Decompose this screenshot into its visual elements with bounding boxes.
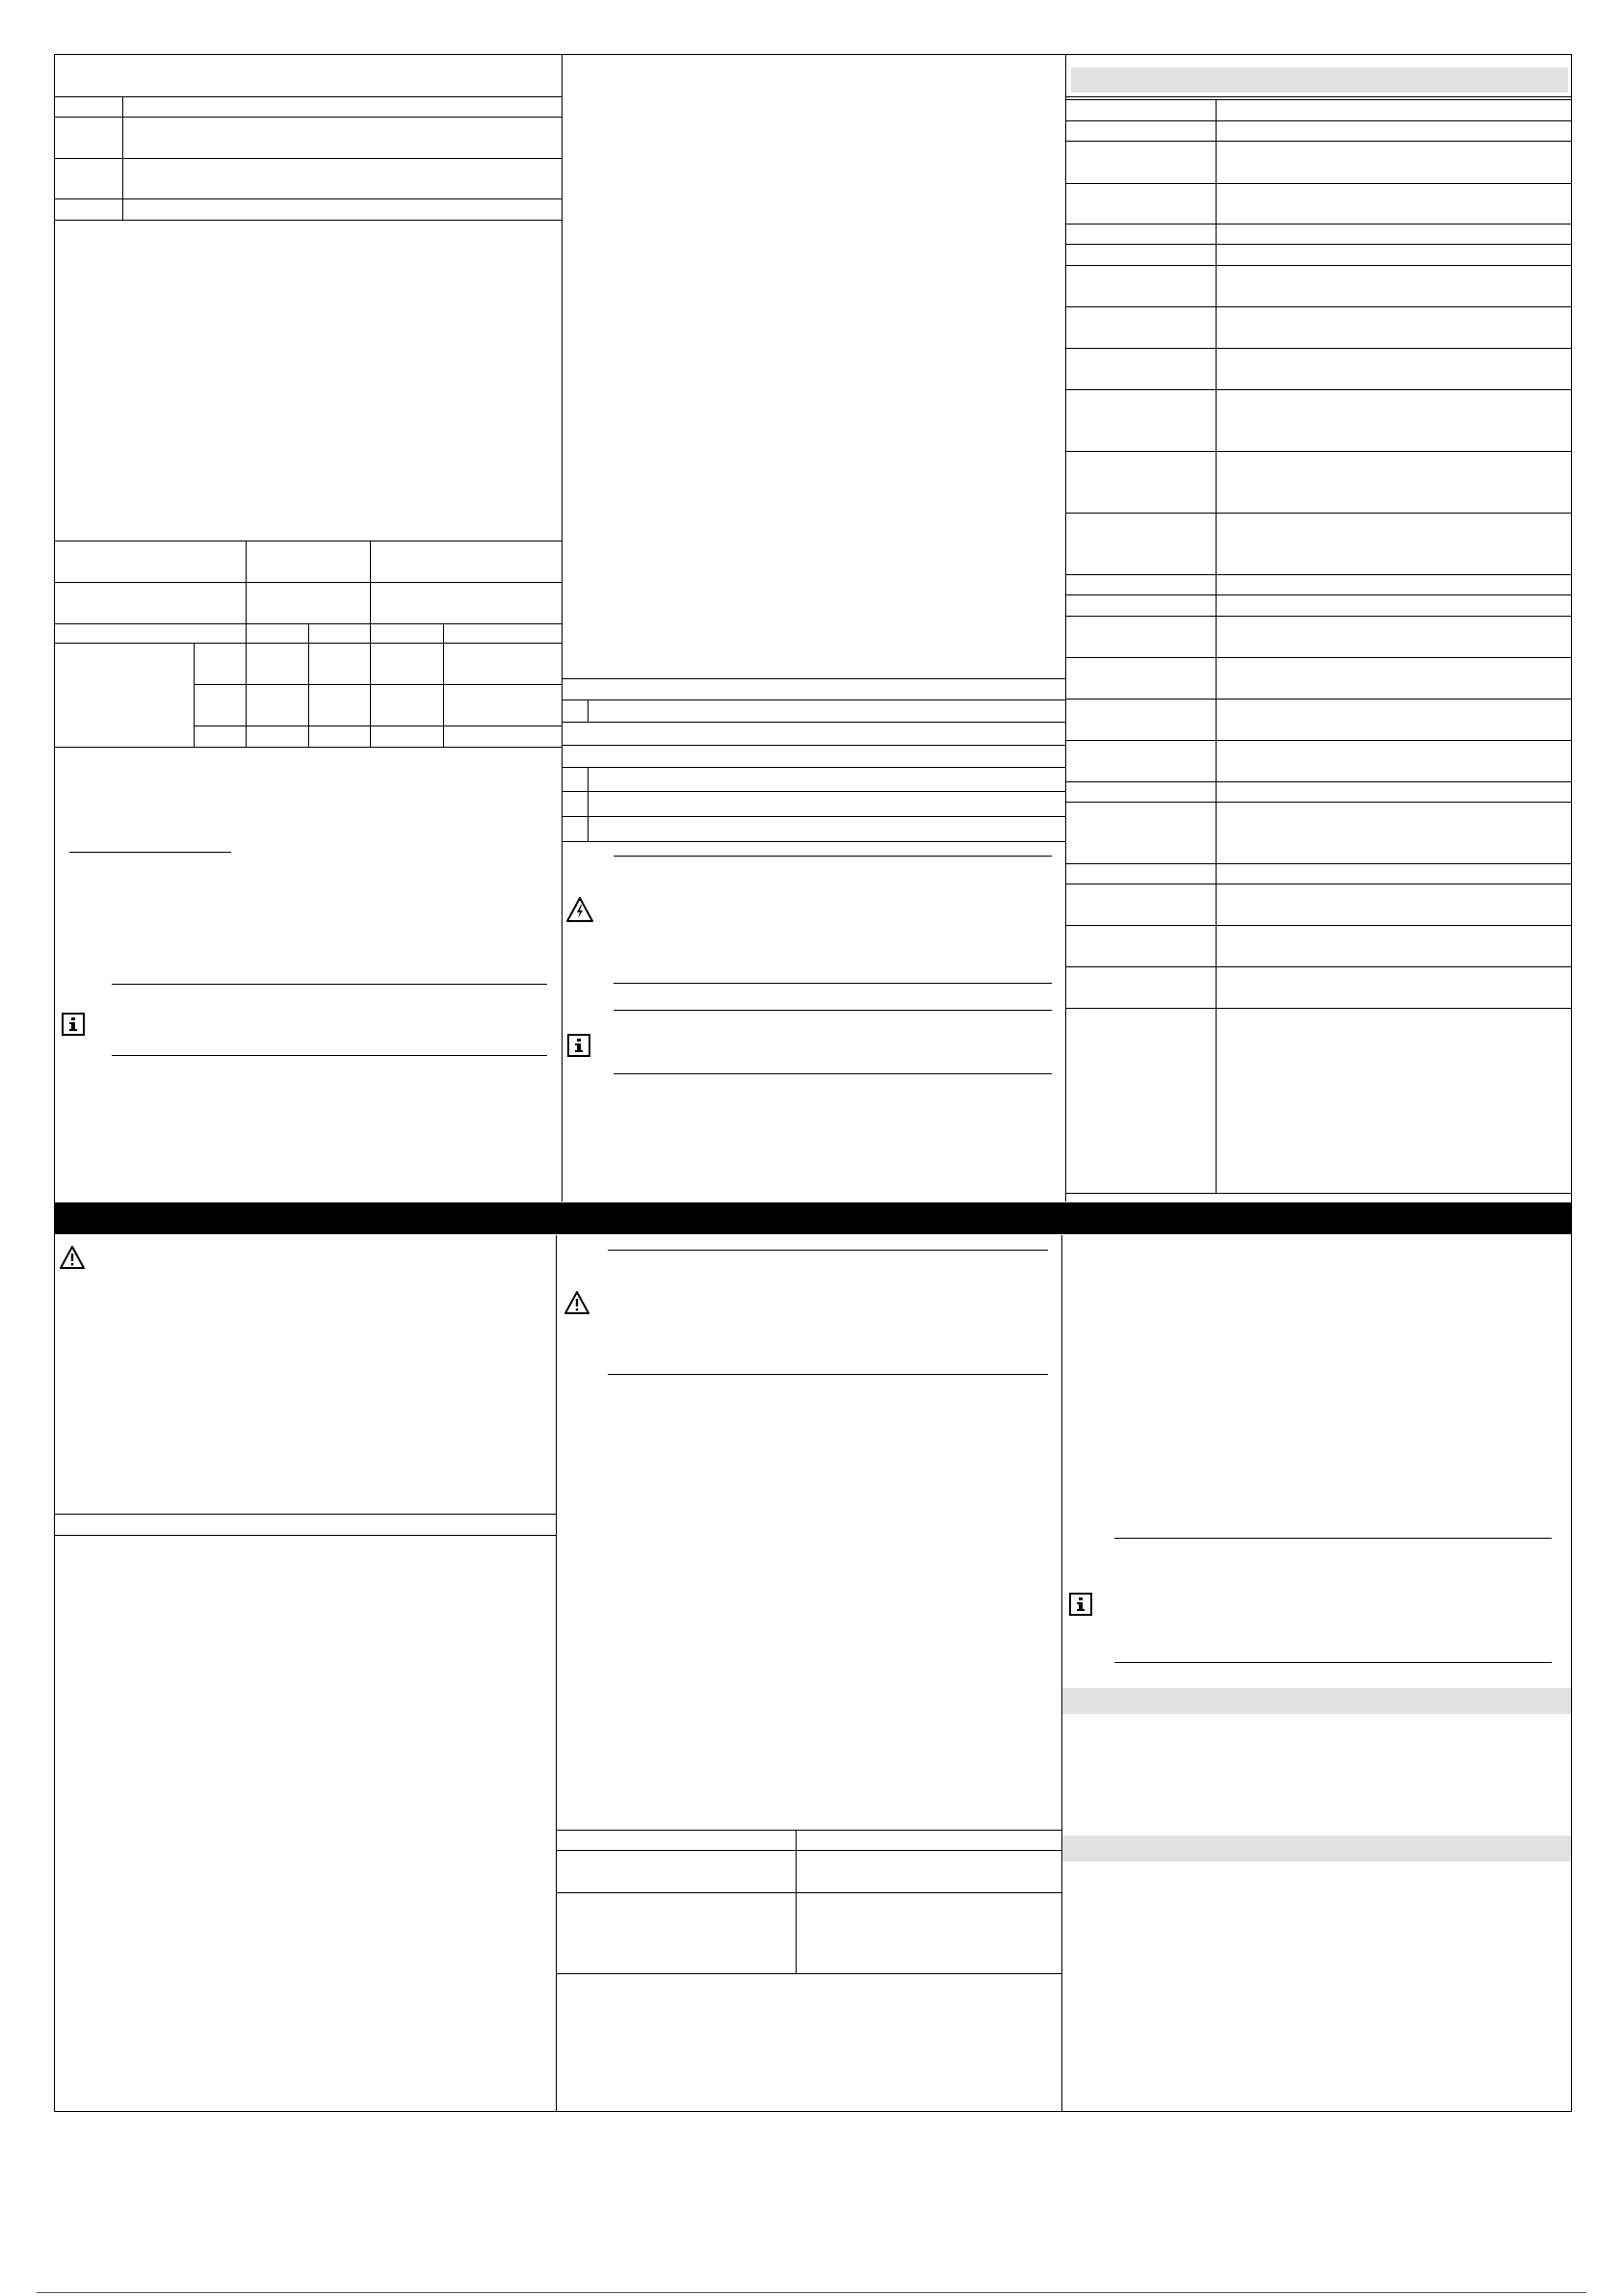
underline — [69, 852, 231, 853]
column-divider-2-lower — [1061, 1235, 1062, 2112]
page-frame — [54, 54, 1572, 2112]
grey-heading-bar — [1071, 67, 1568, 92]
column-divider-1-upper — [562, 54, 563, 1201]
info-icon — [1069, 1593, 1092, 1616]
column-divider-1-lower — [556, 1235, 557, 2112]
grey-heading-bar-3 — [1062, 1835, 1571, 1861]
info-icon — [62, 1013, 85, 1036]
warning-triangle-icon — [59, 1245, 86, 1270]
grey-heading-bar-2 — [1062, 1688, 1571, 1714]
column-divider-2-upper — [1065, 54, 1066, 1201]
electric-warning-icon — [565, 896, 594, 923]
crop-line — [37, 2292, 1586, 2293]
warning-triangle-icon — [563, 1290, 590, 1315]
section-band — [54, 1202, 1572, 1234]
info-icon — [567, 1034, 590, 1057]
